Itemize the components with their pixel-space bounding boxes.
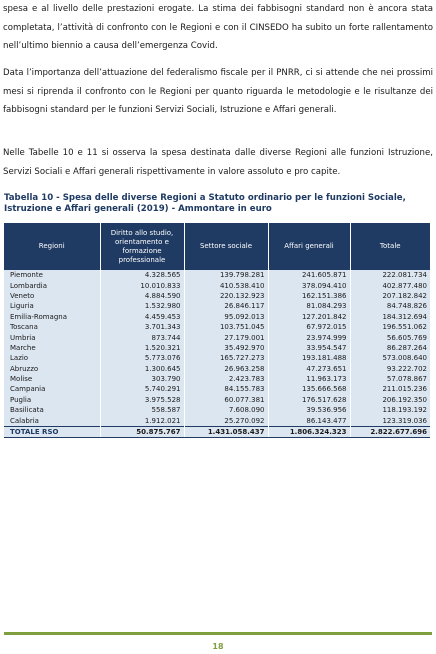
value-cell: 5.740.291 — [100, 384, 184, 394]
region-cell: Lazio — [4, 353, 100, 363]
table-row — [4, 270, 430, 280]
value-cell: 241.605.871 — [268, 270, 350, 280]
value-cell: 33.954.547 — [268, 343, 350, 353]
total-value-cell: 1.806.324.323 — [268, 426, 350, 437]
paragraph-intro: spesa e al livello delle prestazioni erogate. La stima dei fabbisogni standard non è ancora stata completata, l’attività di confronto con le Regioni e con il CINSEDO ha subito un forte rallentamento nell’ultimo biennio a causa dell’emergenza Covid. — [3, 4, 433, 51]
total-value-cell: 50.875.767 — [100, 426, 184, 437]
table-row — [4, 312, 430, 322]
value-cell: 23.974.999 — [268, 332, 350, 342]
table-row — [4, 364, 430, 374]
value-cell: 60.077.381 — [184, 395, 268, 405]
value-cell: 558.587 — [100, 405, 184, 415]
value-cell: 26.846.117 — [184, 301, 268, 311]
footer-divider — [4, 632, 432, 635]
table-row — [4, 395, 430, 405]
region-cell: Liguria — [4, 301, 100, 311]
header-totale: Totale — [350, 223, 430, 270]
value-cell: 206.192.350 — [350, 395, 430, 405]
value-cell: 1.300.645 — [100, 364, 184, 374]
total-value-cell: 2.822.677.696 — [350, 426, 430, 437]
header-settore-sociale: Settore sociale — [184, 223, 268, 270]
table-row — [4, 415, 430, 426]
value-cell: 378.094.410 — [268, 280, 350, 290]
value-cell: 103.751.045 — [184, 322, 268, 332]
value-cell: 573.008.640 — [350, 353, 430, 363]
value-cell: 162.151.386 — [268, 291, 350, 301]
header-affari-generali: Affari generali — [268, 223, 350, 270]
region-cell: Veneto — [4, 291, 100, 301]
value-cell: 93.222.702 — [350, 364, 430, 374]
table-row — [4, 301, 430, 311]
spending-table — [4, 223, 430, 438]
value-cell: 67.972.015 — [268, 322, 350, 332]
value-cell: 193.181.488 — [268, 353, 350, 363]
value-cell: 4.328.565 — [100, 270, 184, 280]
value-cell: 5.773.076 — [100, 353, 184, 363]
value-cell: 27.179.001 — [184, 332, 268, 342]
value-cell: 873.744 — [100, 332, 184, 342]
table-row — [4, 280, 430, 290]
value-cell: 127.201.842 — [268, 312, 350, 322]
region-cell: Lombardia — [4, 280, 100, 290]
value-cell: 3.975.528 — [100, 395, 184, 405]
value-cell: 84.748.826 — [350, 301, 430, 311]
header-regioni: Regioni — [4, 223, 100, 270]
value-cell: 25.270.092 — [184, 415, 268, 426]
region-cell: Basilicata — [4, 405, 100, 415]
value-cell: 4.459.453 — [100, 312, 184, 322]
region-cell: Molise — [4, 374, 100, 384]
value-cell: 176.517.628 — [268, 395, 350, 405]
value-cell: 95.092.013 — [184, 312, 268, 322]
value-cell: 84.155.783 — [184, 384, 268, 394]
table-row — [4, 384, 430, 394]
value-cell: 165.727.273 — [184, 353, 268, 363]
total-label-cell: TOTALE RSO — [4, 426, 100, 437]
value-cell: 56.605.769 — [350, 332, 430, 342]
value-cell: 139.798.281 — [184, 270, 268, 280]
table-row — [4, 332, 430, 342]
value-cell: 1.912.021 — [100, 415, 184, 426]
value-cell: 4.884.590 — [100, 291, 184, 301]
value-cell: 2.423.783 — [184, 374, 268, 384]
region-cell: Puglia — [4, 395, 100, 405]
value-cell: 39.536.956 — [268, 405, 350, 415]
value-cell: 207.182.842 — [350, 291, 430, 301]
value-cell: 123.319.036 — [350, 415, 430, 426]
value-cell: 86.287.264 — [350, 343, 430, 353]
table-caption: Tabella 10 - Spesa delle diverse Regioni a Statuto ordinario per le funzioni Sociale, Istruzione e Affari generali (2019) - Ammontare in euro — [4, 193, 406, 214]
value-cell: 410.538.410 — [184, 280, 268, 290]
value-cell: 47.273.651 — [268, 364, 350, 374]
region-cell: Emilia-Romagna — [4, 312, 100, 322]
value-cell: 10.010.833 — [100, 280, 184, 290]
paragraph-pnrr: Data l’importanza dell’attuazione del federalismo fiscale per il PNRR, ci si attende che nei prossimi mesi si riprenda il confronto con le Regioni per quanto riguarda le metodologie e le risultanze dei fabbisogni standard per le funzioni Servizi Sociali, Istruzione e Affari generali. — [3, 68, 433, 115]
table-row — [4, 291, 430, 301]
value-cell: 86.143.477 — [268, 415, 350, 426]
region-cell: Campania — [4, 384, 100, 394]
value-cell: 220.132.923 — [184, 291, 268, 301]
value-cell: 184.312.694 — [350, 312, 430, 322]
region-cell: Abruzzo — [4, 364, 100, 374]
page-number: 18 — [212, 642, 224, 651]
paragraph-tables-reference: Nelle Tabelle 10 e 11 si osserva la spesa destinata dalle diverse Regioni alle funzioni Istruzione, Servizi Sociali e Affari generali rispettivamente in valore assoluto e pro capite. — [3, 148, 433, 177]
table-total-row — [4, 426, 430, 437]
table-header-row — [4, 223, 430, 270]
value-cell: 118.193.192 — [350, 405, 430, 415]
table-row — [4, 322, 430, 332]
value-cell: 57.078.867 — [350, 374, 430, 384]
value-cell: 81.084.293 — [268, 301, 350, 311]
value-cell: 303.790 — [100, 374, 184, 384]
table-row — [4, 343, 430, 353]
region-cell: Umbria — [4, 332, 100, 342]
value-cell: 3.701.343 — [100, 322, 184, 332]
value-cell: 211.015.236 — [350, 384, 430, 394]
table-row — [4, 405, 430, 415]
value-cell: 26.963.258 — [184, 364, 268, 374]
total-value-cell: 1.431.058.437 — [184, 426, 268, 437]
value-cell: 11.963.173 — [268, 374, 350, 384]
value-cell: 196.551.062 — [350, 322, 430, 332]
value-cell: 7.608.090 — [184, 405, 268, 415]
table-row — [4, 374, 430, 384]
value-cell: 35.492.970 — [184, 343, 268, 353]
header-diritto-studio: Diritto allo studio, orientamento e formazione professionale — [100, 223, 184, 270]
region-cell: Calabria — [4, 415, 100, 426]
region-cell: Marche — [4, 343, 100, 353]
value-cell: 1.532.980 — [100, 301, 184, 311]
region-cell: Toscana — [4, 322, 100, 332]
table-row — [4, 353, 430, 363]
value-cell: 402.877.480 — [350, 280, 430, 290]
value-cell: 222.081.734 — [350, 270, 430, 280]
value-cell: 135.666.568 — [268, 384, 350, 394]
region-cell: Piemonte — [4, 270, 100, 280]
value-cell: 1.520.321 — [100, 343, 184, 353]
